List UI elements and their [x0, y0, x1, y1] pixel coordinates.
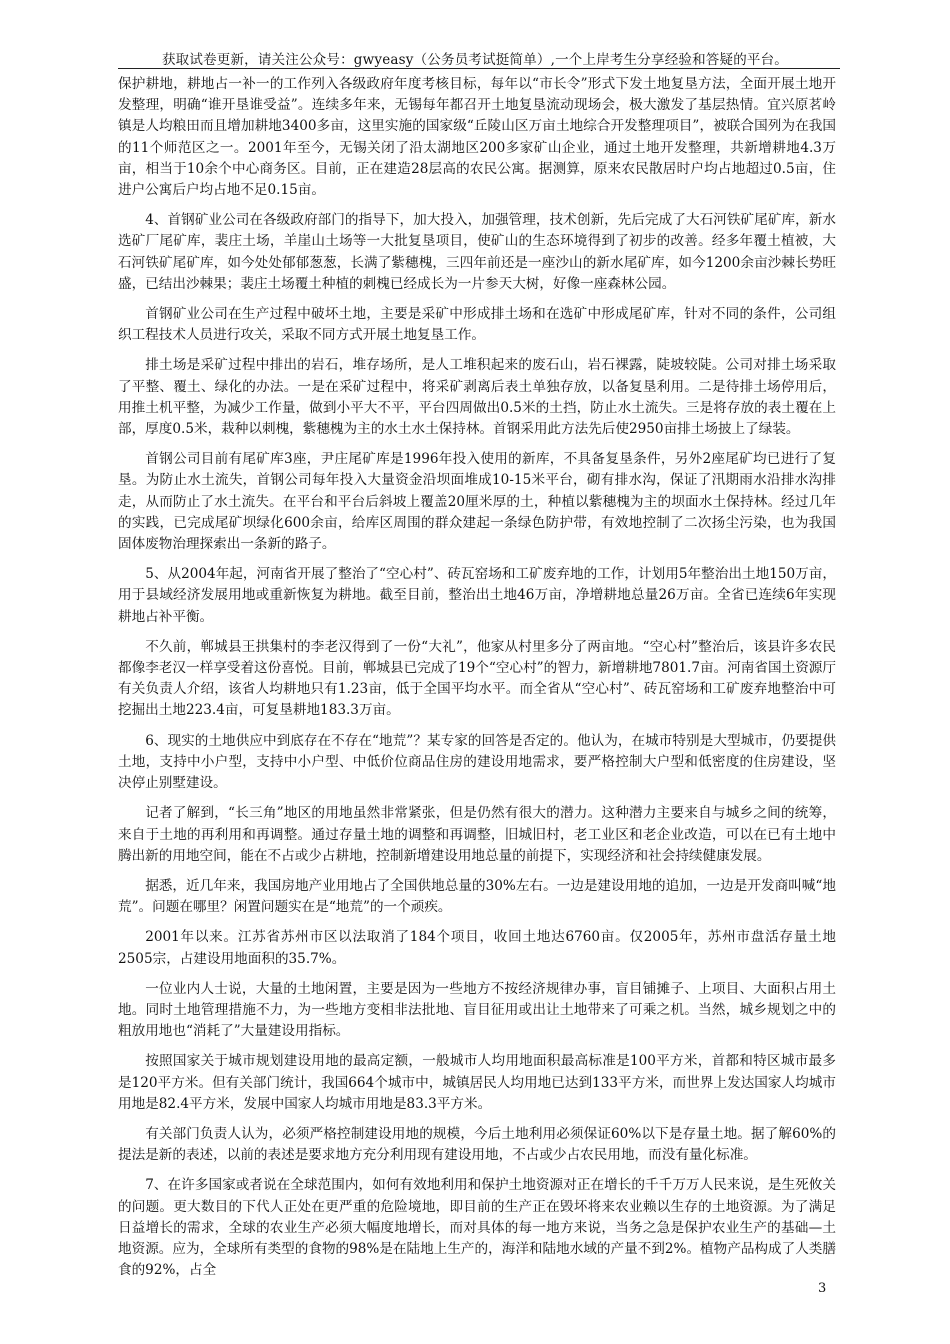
paragraph: 首钢矿业公司在生产过程中破坏土地，主要是采矿中形成排土场和在选矿中形成尾矿库，针对不同的条件，公司组织工程技术人员进行攻关，采取不同方式开展土地复垦工作。 [118, 306, 836, 344]
paragraph: 排土场是采矿过程中排出的岩石，堆存场所，是人工堆积起来的废石山，岩石裸露，陡坡较陡。公司对排土场采取了平整、覆土、绿化的办法。一是在采矿过程中，将采矿剥离后表土单独存放，以备复垦利用。二是待排土场停用后，用推土机平整，为减少工作量，做到小平大不平，平台四周做出0.5米的土挡，防止水土流失。三是将存放的表土覆在上部，厚度0.5米，栽种以刺槐，紫穗槐为主的水土水土保持林。首钢采用此方法先后使2950亩排土场披上了绿装。 [118, 357, 836, 438]
paragraph: 2001年以来。江苏省苏州市区以法取消了184个项目，收回土地达6760亩。仅2005年，苏州市盘活存量土地2505宗，占建设用地面积的35.7%。 [118, 929, 836, 967]
page-number: 3 [818, 1281, 827, 1296]
paragraph: 保护耕地，耕地占一补一的工作列入各级政府年度考核目标，每年以“市长令”形式下发土地复垦方法，全面开展土地开发整理，明确“谁开垦谁受益”。连续多年来，无锡每年都召开土地复垦流动现场会，极大激发了基层热情。宜兴原茗岭镇是人均粮田而且增加耕地3400多亩，这里实施的国家级“丘陵山区万亩土地综合开发整理项目”，被联合国列为在我国的11个师范区之一。2001年至今，无锡关闭了沿太湖地区200多家矿山企业，通过土地开发整理，共新增耕地4.3万亩，相当于10余个中心商务区。目前，正在建造28层高的农民公寓。据测算，原来农民散居时户均占地超过0.5亩，住进户公寓后户均占地不足0.15亩。 [118, 76, 836, 199]
header-divider [118, 68, 840, 69]
paragraph: 按照国家关于城市规划建设用地的最高定额，一般城市人均用地面积最高标准是100平方米，首都和特区城市最多是120平方米。但有关部门统计，我国664个城市中，城镇居民人均用地已达到133平方米，而世界上发达国家人均城市用地是82.4平方米，发展中国家人均城市用地是83.3平方米。 [118, 1053, 836, 1112]
paragraph: 一位业内人士说，大量的土地闲置，主要是因为一些地方不按经济规律办事，盲目铺摊子、上项目、大面积占用土地。同时土地管理措施不力，为一些地方变相非法批地、盲目征用或出让土地带来了可乘之机。当然，城乡规划之中的粗放用地也“消耗了”大量建设用指标。 [118, 980, 836, 1040]
paragraph: 5、从2004年起，河南省开展了整治了“空心村”、砖瓦窑场和工矿废弃地的工作，计划用5年整治出土地150万亩，用于县域经济发展用地或重新恢复为耕地。截至目前，整治出土地46万亩，净增耕地总量26万亩。全省已连续6年实现耕地占补平衡。 [118, 566, 836, 625]
document-body [118, 74, 836, 1290]
paragraph: 4、首钢矿业公司在各级政府部门的指导下，加大投入，加强管理，技术创新，先后完成了大石河铁矿尾矿库，新水选矿厂尾矿库，裴庄土场，羊崖山土场等一大批复垦项目，使矿山的生态环境得到了初步的改善。经多年覆土植被，大石河铁矿尾矿库，如今处处郁郁葱葱，长满了紫穗槐，三四年前还是一座沙山的新水尾矿库，如今1200余亩沙棘长势旺盛，已结出沙棘果；裴庄土场覆土种植的刺槐已经成长为一片参天大树，好像一座森林公园。 [118, 212, 836, 292]
paragraph: 不久前，郸城县王拱集村的李老汉得到了一份“大礼”，他家从村里多分了两亩地。“空心村”整治后，该县许多农民都像李老汉一样享受着这份喜悦。目前，郸城县已完成了19个“空心村”的智力，新增耕地7801.7亩。河南省国土资源厅有关负责人介绍，该省人均耕地只有1.23亩，低于全国平均水平。而全省从“空心村”、砖瓦窑场和工矿废弃地整治中可挖掘出土地223.4亩，可复垦耕地183.3万亩。 [118, 638, 836, 719]
page-header: 获取试卷更新，请关注公众号：gwyeasy（公务员考试挺简单）,一个上岸考生分享经验和答疑的平台。 [161, 52, 788, 68]
paragraph: 7、在许多国家或者说在全球范围内，如何有效地利用和保护土地资源对正在增长的千千万万人民来说，是生死攸关的问题。更大数目的下代人正处在更严重的危险境地，即目前的生产正在毁坏将来农业赖以生存的土地资源。为了满足日益增长的需求，全球的农业生产必须大幅度地增长，而对具体的每一地方来说，当务之急是保护农业生产的基础—土地资源。应为，全球所有类型的食物的98%是在陆地上生产的，海洋和陆地水域的产量不到2%。植物产品构成了人类膳食的92%，占全 [118, 1177, 836, 1279]
paragraph: 有关部门负责人认为，必须严格控制建设用地的规模，今后土地利用必须保证60%以下是存量土地。据了解60%的提法是新的表述，以前的表述是要求地方充分利用现有建设用地，不占或少占农民用地，而没有量化标准。 [118, 1125, 836, 1164]
paragraph: 据悉，近几年来，我国房地产业用地占了全国供地总量的30%左右。一边是建设用地的追加，一边是开发商叫喊“地荒”。问题在哪里？闲置问题实在是“地荒”的一个顽疾。 [118, 877, 836, 916]
paragraph: 首钢公司目前有尾矿库3座，尹庄尾矿库是1996年投入使用的新库，不具备复垦条件，另外2座尾矿均已进行了复垦。为防止水土流失，首钢公司每年投入大量资金沿坝面堆成10-15米平台，砌有排水沟，保证了汛期雨水沿排水沟排走，从而防止了水土流失。在平台和平台后斜坡上覆盖20厘米厚的土，种植以紫穗槐为主的坝面水土保持林。经过几年的实践，已完成尾矿坝绿化600余亩，给库区周围的群众建起一条绿色防护带，有效地控制了二次扬尘污染，也为我国固体废物治理探索出一条新的路子。 [118, 451, 836, 553]
paragraph: 记者了解到，“长三角”地区的用地虽然非常紧张，但是仍然有很大的潜力。这种潜力主要来自与城乡之间的统筹，来自于土地的再利用和再调整。通过存量土地的调整和再调整，旧城旧村，老工业区和老企业改造，可以在已有土地中腾出新的用地空间，能在不占或少占耕地，控制新增建设用地总量的前提下，实现经济和社会持续健康发展。 [118, 805, 836, 864]
paragraph: 6、现实的土地供应中到底存在不存在“地荒”？某专家的回答是否定的。他认为，在城市特别是大型城市，仍要提供土地，支持中小户型，支持中小户型、中低价位商品住房的建设用地需求，要严格控制大户型和低密度的住房建设，坚决停止别墅建设。 [118, 732, 836, 792]
